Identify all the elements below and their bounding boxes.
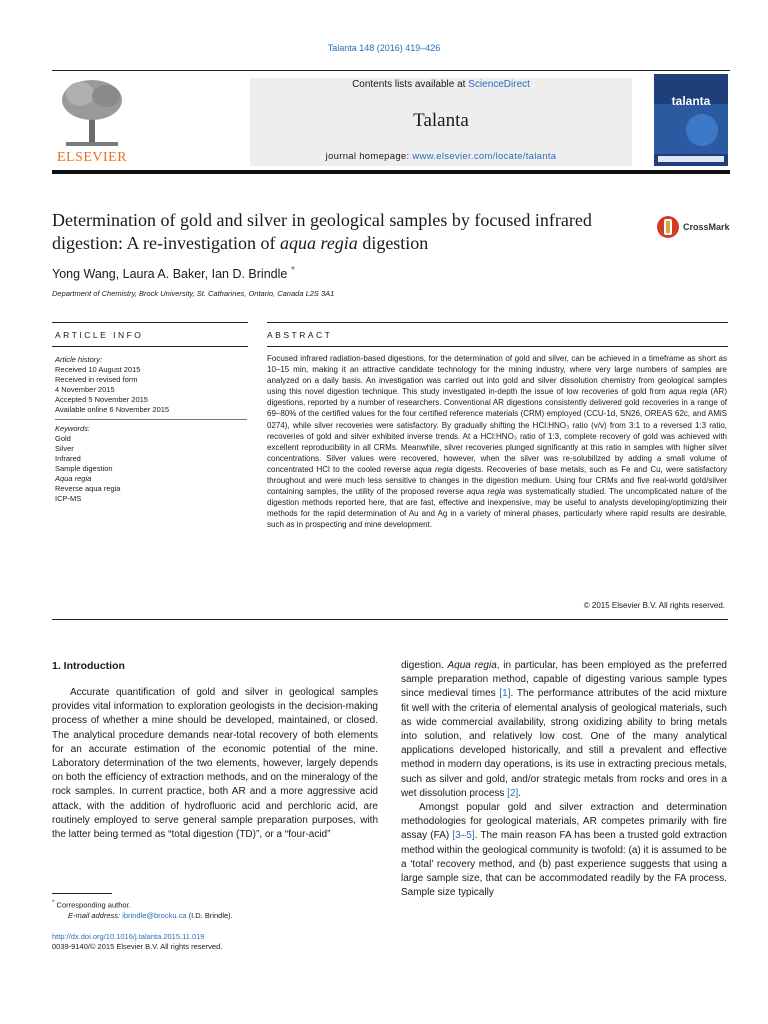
journal-homepage xyxy=(250,151,632,162)
intro-left-column: Accurate quantification of gold and silver in geological samples provides vital information to exploration geologists in the decision-making process of whether a mine should be developed, maintained, or closed. The analytical procedure demands near-total recovery of both elements for an accurate estimation of the economic potential of the mine. Laboratory determination of the two elements, however, largely depends on both the efficiency of extraction methods, and on the mineralogy of the rock samples. In current practice, both AR and a more aggressive acid attack, with the addition of hydrofluoric acid and perchloric acid, are routinely employed to serve general sample preparation purposes, with the latter being termed as “total digestion (TD)”, or a “four-acid” xyxy=(52,687,378,841)
history-revised-date: 4 November 2015 xyxy=(55,385,115,394)
abstract-seg: Focused infrared radiation-based digestions, for the determination of gold and silver, can be achieved in a timeframe as short as 10–15 min, making it an attractive candidate technology for the mining industry, where very large numbers of samples are analyzed on a daily basis. An investigation was carried out into gold and silver dissolution chemistry from geological samples using this novel digestion technique. This study investigated in-depth the issue of low recoveries of gold from xyxy=(267,354,727,397)
email-link[interactable]: ibrindle@brocku.ca xyxy=(122,910,187,920)
footnote xyxy=(52,898,382,921)
footnote-text: Corresponding author. xyxy=(56,900,131,910)
text-italic: Aqua regia xyxy=(447,660,497,671)
text-seg: . xyxy=(518,787,522,799)
intro-right-column xyxy=(401,659,727,900)
abstract-italic: aqua regia xyxy=(668,387,708,397)
abstract-text xyxy=(267,353,727,531)
footnote-email xyxy=(52,911,382,921)
history-online: Available online 6 November 2015 xyxy=(55,405,170,414)
abstract-copyright: © 2015 Elsevier B.V. All rights reserved. xyxy=(583,601,725,610)
crossmark-label: CrossMark xyxy=(683,222,730,232)
history-received: Received 10 August 2015 xyxy=(55,365,141,374)
text-seg: digestion. xyxy=(401,660,448,671)
keyword: Sample digestion xyxy=(55,464,113,473)
intro-paragraph xyxy=(401,659,727,801)
text-seg: , in particular, has been employed as the preferred sample preparation method, capable of digesting various sample types since medieval times xyxy=(401,660,727,700)
article-info-heading: ARTICLE INFO xyxy=(55,330,144,340)
keywords-label: Keywords: xyxy=(55,424,91,433)
title-italic: aqua regia xyxy=(279,233,358,253)
abstract-heading: ABSTRACT xyxy=(267,330,333,340)
journal-title: Talanta xyxy=(413,110,469,131)
keyword: Reverse aqua regia xyxy=(55,484,121,493)
text-seg: . The main reason FA has been a trusted gold extraction method within the geological community is twofold: (a) it is assumed to be a ‘total’ recovery method, and (b) past experience suggests that using a large sample size, that can be accommodated readily by the FA process. Sample size typically xyxy=(401,830,727,899)
cover-title: talanta xyxy=(671,94,711,108)
header-rule-bottom xyxy=(52,170,730,174)
header-rule-top xyxy=(52,70,730,71)
reference-link[interactable]: [3–5] xyxy=(452,830,475,842)
title-part1: Determination of gold and silver in geological samples by focused infrared digestion: A re-investigation of xyxy=(52,210,592,253)
doi-block xyxy=(52,932,222,952)
abstract-italic: aqua regia xyxy=(466,487,506,497)
abstract-rule-top xyxy=(267,322,728,323)
affiliation: Department of Chemistry, Brock University, St. Catharines, Ontario, Canada L2S 3A1 xyxy=(52,289,335,298)
keyword: Gold xyxy=(55,434,71,443)
abstract-rule-bottom xyxy=(52,619,728,620)
article-info-rule-mid xyxy=(52,346,248,347)
sciencedirect-link[interactable]: ScienceDirect xyxy=(468,79,530,90)
reference-link[interactable]: [1] xyxy=(499,688,511,700)
section-heading-introduction: 1. Introduction xyxy=(52,660,125,672)
text-seg: . The performance attributes of the acid mixture fit well with the criteria of elemental analysis of geological materials, such as wide commercial availability, strong oxidizing ability to bring metals into solution, and relatively low cost. One of the many analytical applications developed historically, and still a prevalent and effective method in modern day operations, is its use in extracting precious metals, such as silver and gold, and/or strategic metals from rocks and ores in a wet dissolution process xyxy=(401,688,727,799)
issn-line: 0039-9140/© 2015 Elsevier B.V. All rights reserved. xyxy=(52,942,223,951)
intro-paragraph xyxy=(401,801,727,900)
email-suffix: (I.D. Brindle). xyxy=(186,910,233,920)
history-revised: Received in revised form xyxy=(55,375,138,384)
contents-prefix: Contents lists available at xyxy=(352,79,469,90)
corresponding-author-mark[interactable]: * xyxy=(290,265,295,276)
contents-line xyxy=(250,79,632,90)
abstract-seg: digests. Recoveries of base metals, such as Fe and Cu, were satisfactory throughout and were much less sensitive to changes in the digestion medium. Using four CRMs and five real-world gold/silver containing samples, the utility of the proposed reverse xyxy=(267,464,728,497)
article-info-rule-top xyxy=(52,322,248,323)
history-label: Article history: xyxy=(55,355,103,364)
homepage-link[interactable]: www.elsevier.com/locate/talanta xyxy=(412,151,557,162)
authors-names: Yong Wang, Laura A. Baker, Ian D. Brindle xyxy=(52,267,288,282)
footnote-mark: * xyxy=(52,899,55,906)
article-title xyxy=(52,209,627,255)
journal-cover-image xyxy=(654,74,728,166)
reference-link[interactable]: [2] xyxy=(507,787,519,799)
abstract-seg: was systematically studied. The uncomplicated nature of the digestion methods reported here, that are fast, effective and inexpensive, may be useful to analysts developing/optimizing their methods for the rapid determination of Au and Ag in a variety of mineral phases, particularly where rapid results are desirable, such as in prospecting and mine development. xyxy=(267,487,727,530)
elsevier-wordmark: ELSEVIER xyxy=(56,150,128,165)
history-accepted: Accepted 5 November 2015 xyxy=(55,395,148,404)
abstract-italic: aqua regia xyxy=(413,464,453,474)
homepage-prefix: journal homepage: xyxy=(325,151,413,162)
author-list xyxy=(52,265,295,281)
keyword: Aqua regia xyxy=(55,474,92,483)
journal-citation[interactable]: Talanta 148 (2016) 419–426 xyxy=(327,43,441,53)
footnote-corresponding xyxy=(52,898,382,911)
abstract-rule-mid xyxy=(267,346,728,347)
article-info xyxy=(55,355,250,504)
keyword: ICP-MS xyxy=(55,494,82,503)
text-seg: Amongst popular gold and silver extraction and determination methodologies for geological materials, AR competes primarily with fire assay (FA) xyxy=(401,802,727,842)
abstract-seg: (AR) digestions, reported by a number of researchers. Conventional AR digestions consistently delivered gold recoveries in a range of 69–80% of the certified values for the four certified reference materials (CRM) employed (CCU-1d, SN26, OREAS 62c, and AMiS 0274), while silver recoveries were satisfactory. By gradually shifting the HCl:HNO₃ ratio (v/v) from 3:1 to a reversed 1:3 ratio, recoveries of gold and silver exhibited inverse trends. At a HCl:HNO₃ ratio of 1:3, complete recovery of gold was achieved with excellent reproducibility in all CRMs. Meanwhile, silver recoveries plunged significantly at this ratio in samples with higher silver concentrations. Silver values were recovered, however, when the silver was re-solubilized by adding a small volume of concentrated HCl to the cooled reverse xyxy=(267,387,727,474)
email-label: E-mail address: xyxy=(68,910,123,920)
keyword: Silver xyxy=(55,444,74,453)
footnote-rule xyxy=(52,893,112,894)
keyword: Infrared xyxy=(55,454,81,463)
info-divider xyxy=(55,419,247,420)
title-part2: digestion xyxy=(357,233,429,253)
doi-link[interactable]: http://dx.doi.org/10.1016/j.talanta.2015.11.019 xyxy=(52,932,205,941)
